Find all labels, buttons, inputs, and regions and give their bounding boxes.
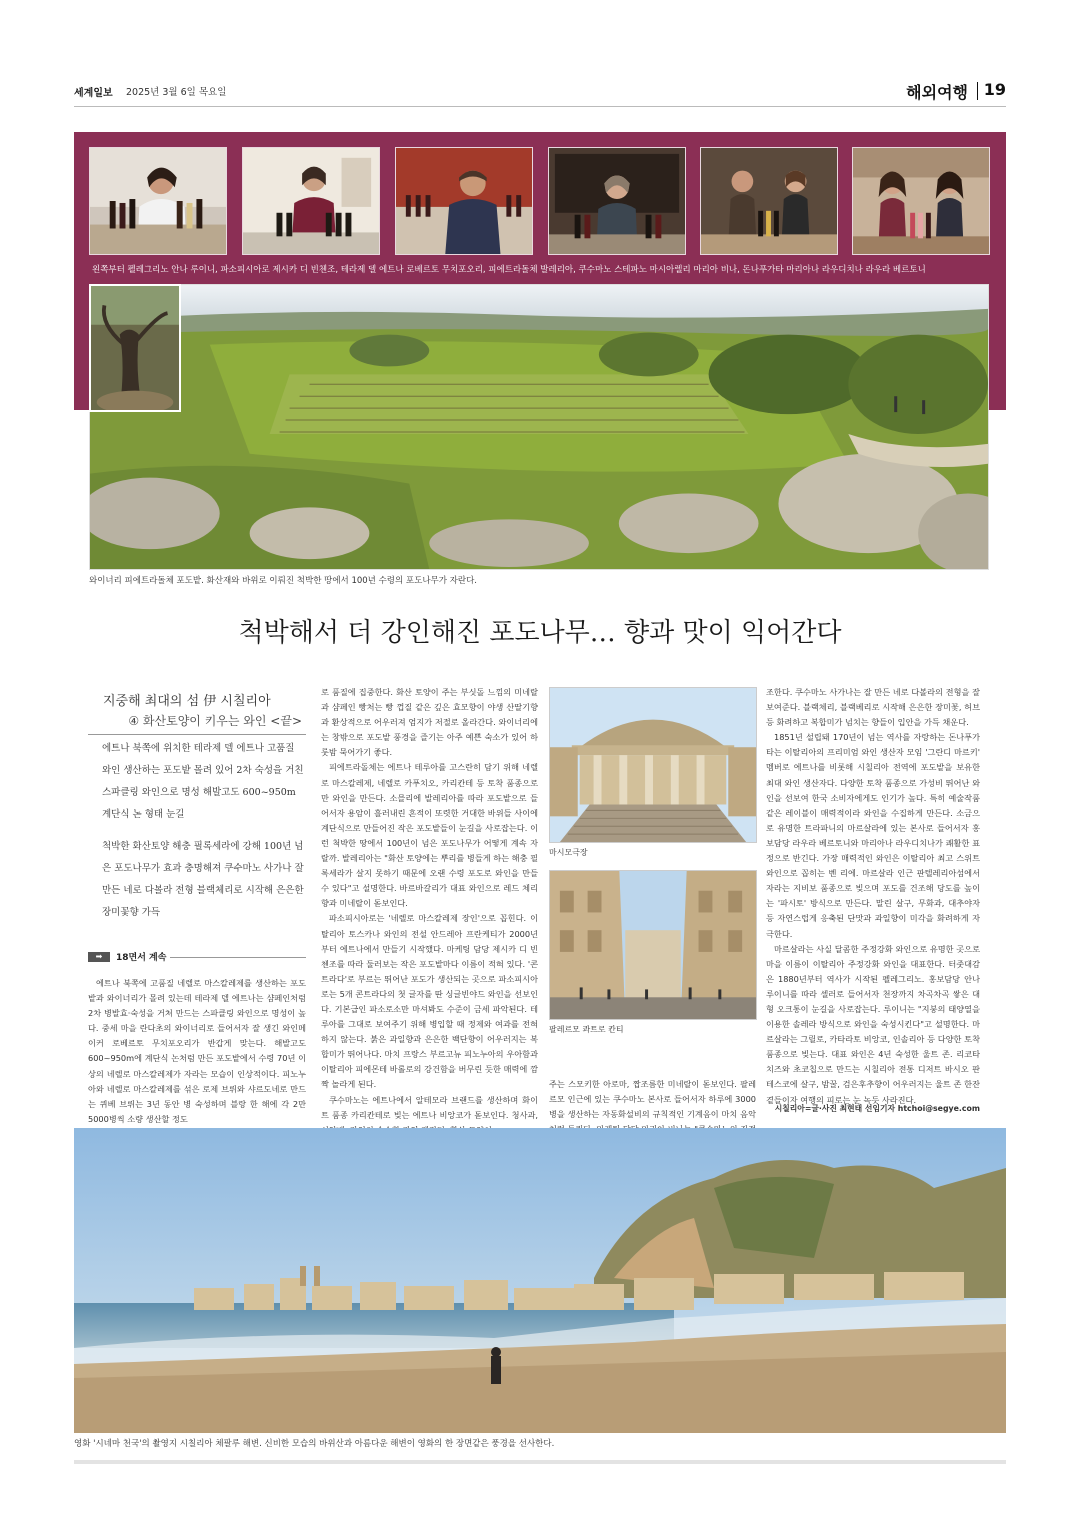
portrait-caption: 왼쪽부터 펠레그리노 안나 루이니, 파소피시아로 제시카 디 빈첸조, 테라제 델 에트나 로베르토 무치포오리, 피에트라돌체 발레리아, 쿠수마노 스테파노 마시아렐리 마리아 비나, 돈나푸가타 마리아나 라우디치나 라우라 베르토니 [92, 265, 926, 275]
continued-label: 18면서 계속 [116, 953, 167, 963]
article-paragraph: 파소피시아로는 '네렐로 마스칼레제 장인'으로 꼽힌다. 이탈리아 토스카나 와인의 전설 안드레아 프란케티가 2000년부터 에트나에서 만들기 시작했다. 마케팅 담당 제시카 디 빈첸조를 따라 둘러보는 작은 포도밭마다 이름이 적혀 있다. '콘트라다'로 부르는 뛰어난 포도가 생산되는 곳으로 파소피시아로는 5개 콘트라다의 첫 글자를 딴 싱글빈야드 와인을 선보인다. 기본급인 파소로소만 마셔봐도 수준이 금세 파악된다. 테루아를 그대로 보여주기 위해 병입할 때 정제와 여과를 전혀 하지 않는다. 붉은 과일향과 은은한 백단향이 어우러지는 복합미가 뛰어나다. 마치 프랑스 부르고뉴 피노누아의 우아함과 이탈리아 피에몬테 바롤로의 강건함을 버무린 듯한 매력에 깜짝 놀라게 된다. [321, 913, 538, 1090]
article-paragraph: 에트나 북쪽에 고품질 네렐로 마스칼레제를 생산하는 포도밭과 와이너리가 몰려 있는데 테라제 델 에트나는 샴페인처럼 2차 병발효·숙성을 거쳐 만드는 스파클링 와인으로 명성이 높다. 중세 마을 란다초의 와이너리로 들어서자 잘 생긴 와인메이커 로베르토 무치포오리가 반갑게 맞는다. 해발고도 600~950m에 계단식 논처럼 만든 포도밭에서 수령 70년 이상의 네렐로 마스칼레제가 자라는 모습이 인상적이다. 피노누아와 네렐로 마스칼레제를 섞은 로제 브뤼와 샤르도네로 만드는 퀴베 브뤼는 3년 동안 병 숙성하며 블랑 한 해에 각 2만5000병씩 소량 생산할 정도 [88, 978, 306, 1124]
issue-date: 2025년 3월 6일 목요일 [126, 87, 227, 98]
article-paragraph: 쿠수마노는 에트나에서 알테모라 브랜드를 생산하며 화이트 품종 카리칸테로 빚는 에트나 비앙코가 돋보인다. 청사과, [321, 1094, 538, 1120]
article-paragraph: 조한다. 쿠수마노 사가나는 잘 만든 네로 다볼라의 전형을 잘 보여준다. 블랙체리, 블랙베리로 시작해 은은한 장미꽃, 허브 등 화려하고 복합미가 넘치는 향들이 입안을 가득 채운다. [766, 687, 980, 728]
article-paragraph: 로 품질에 집중한다. 화산 토양이 주는 부싯돌 느낌의 미네랄과 샴페인 빵처는 빵 껍질 같은 깊은 효모향이 야생 산딸기향과 환상적으로 어우러져 엄지가 저절로 올라간다. 와이너리에는 창밖으로 포도밭 풍경을 즐기는 아주 예쁜 숙소가 있어 하룻밤 묵어가기 좋다. [321, 687, 538, 758]
deck-paragraph: 에트나 북쪽에 위치한 테라제 델 에트나 고품질 와인 생산하는 포도밭 몰려 있어 2차 숙성을 거친 스파클링 와인으로 명성 해발고도 600~950m 계단식 논 형태 눈길 [102, 743, 304, 820]
massimo-theater-photo [549, 687, 757, 843]
series-title: 지중해 최대의 섬 伊 시칠리아 [103, 694, 271, 709]
article-paragraph: 1851년 설립돼 170년이 넘는 역사를 자랑하는 돈나푸가타는 이탈리아의 프리미엄 와인 생산자 모임 '그란디 마르키' 멤버로 에트나를 비롯해 시칠리아 전역에 포도밭을 보유한 최대 와인 생산자다. 다양한 토착 품종으로 가성비 뛰어난 와인을 선보여 한국 소비자에게도 인기가 높다. 특히 예술작품 같은 레이블이 매력적이라 와인을 수집하게 만든다. 소금으로 유명한 트라파니의 마르살라에 있는 본사로 들어서자 홍보담당 라우라 베르토니와 마리아나 라우디치나가 쾌활한 표정으로 반긴다. 가장 매력적인 와인은 이탈리아 최고 스위트 와인으로 꼽히는 벤 리에. 마르살라 인근 판텔레리아섬에서 자라는 지비보 품종으로 빚으며 포도를 건조해 당도를 높이는 '파시토' 방식으로 만든다. 말린 살구, 무화과, 대추야자 등 자연스럽게 응축된 단맛과 과일향이 미각을 화려하게 자극한다. [766, 732, 980, 939]
portrait-photo [242, 147, 380, 255]
article-paragraph: 주는 스모키한 아로마, 짭조름한 미네랄이 돋보인다. 팔레르모 인근에 있는 쿠수마노 본사로 들어서자 하루에 3000병을 생산하는 자동화설비의 규칙적인 기계음이 마치 음악 [549, 1079, 756, 1120]
header-rule [74, 106, 1006, 107]
portrait-photo [548, 147, 686, 255]
cefalu-beach-photo [74, 1128, 1006, 1433]
byline: 시칠리아=글·사진 최현태 선임기자 htchoi@segye.com [774, 1104, 980, 1113]
portrait-photo [700, 147, 838, 255]
masthead [74, 80, 1006, 108]
deck-paragraph: 척박한 화산토양 해충 필록세라에 강해 100년 넘은 포도나무가 효과 충명해져 쿠수마노 사가나 잘 만든 네로 다볼라 전형 블랙체리로 시작해 은은한 장미꽃향 가득 [102, 841, 304, 918]
section-title: 해외여행 [906, 83, 968, 102]
headline: 척박해서 더 강인해진 포도나무… 향과 맛이 익어간다 [238, 618, 842, 648]
article-column-1 [88, 976, 306, 1127]
article-column-4 [766, 685, 980, 1108]
footer-rule [74, 1460, 1006, 1464]
portrait-photo [89, 147, 227, 255]
continued-marker [88, 948, 306, 968]
continued-rule [170, 957, 306, 958]
article-column-2 [321, 685, 538, 1138]
deck [102, 738, 306, 934]
page-divider [977, 82, 978, 100]
quattro-canti-photo [549, 870, 757, 1020]
series-rule [88, 734, 306, 735]
vineyard-photo [89, 284, 989, 570]
vine-closeup-photo [89, 284, 181, 412]
vineyard-caption: 와이너리 피에트라돌체 포도밭. 화산재와 바위로 이뤄진 척박한 땅에서 100년 수령의 포도나무가 자란다. [89, 576, 478, 586]
massimo-caption: 마시모극장 [549, 848, 588, 857]
portrait-photo [395, 147, 533, 255]
article-paragraph: 마르살라는 사실 달콤한 주정강화 와인으로 유명한 곳으로 마을 이름이 이탈리아 주정강화 와인을 대표한다. 터줏대감은 1880년부터 역사가 시작된 펠레그리노. 홍보담당 안나 루이니를 따라 셀러로 들어서자 천장까지 차곡차곡 쌓은 대형 오크통이 눈길을 사로잡는다. 루이니는 "지붕의 태양열을 이용한 솔레라 방식으로 와인을 숙성시킨다"고 설명한다. 마르살라는 그릴로, 카타라토 비앙코, 인솔리아 등 다양한 토착품종으로 빚는다. 대표 와인은 4년 숙성한 울트 존. 리코타 치즈와 초코칩으로 만드는 시칠리아 전통 디저트 바시오 판테스코에 살구, 밤꿀, 검은후추향이 어우러지는 울트 존 한잔 곁들이자 여행의 피로는 눈 녹듯 사라진다. [766, 943, 980, 1105]
series-subtitle: ④ 화산토양이 키우는 와인 <끝> [128, 714, 302, 728]
beach-caption: 영화 '시네마 천국'의 촬영지 시칠리아 체팔루 해변. 신비한 모습의 바위산과 아름다운 해변이 영화의 한 장면같은 풍경을 선사한다. [74, 1439, 555, 1449]
page-number: 19 [983, 80, 1006, 99]
portrait-photo [852, 147, 990, 255]
newspaper-name: 세계일보 [74, 88, 113, 99]
continued-arrow-icon: ➡ [88, 952, 110, 962]
article-paragraph: 피에트라돌체는 에트나 테루아를 고스란히 담기 위해 네렐로 마스칼레제, 네렐로 카푸치오, 카리칸테 등 토착 품종으로만 와인을 만든다. 소믈리에 발레리아를 따라 포도밭으로 들어서자 용암이 흘러내린 흔적이 또렷한 거대한 바위들 사이에 계단식으로 만들어진 작은 포도밭들이 눈길을 사로잡는다. 이런 척박한 땅에서 100년이 넘은 포도나무가 어떻게 계속 자랄까. 발레리아는 "화산 토양에는 뿌리를 병들게 하는 해충 필록세라가 살지 못하기 때문에 오랜 수령 포도로 와인을 만들 수 있다"고 설명한다. 바르바갈리가 대표 와인으로 레드 체리향과 미네랄이 돋보인다. [321, 762, 539, 909]
quattro-canti-caption: 팔레르모 콰트로 칸티 [549, 1025, 624, 1034]
